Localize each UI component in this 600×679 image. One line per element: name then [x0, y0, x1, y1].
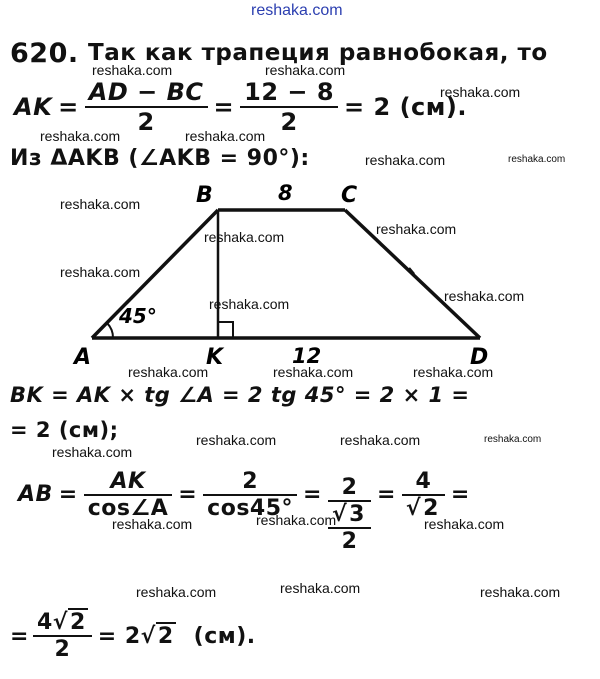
label-d: D — [470, 345, 489, 370]
watermark-20: reshaka.com — [52, 444, 133, 460]
watermark-2: reshaka.com — [265, 62, 346, 78]
watermark-19: reshaka.com — [484, 434, 542, 445]
watermark-25: reshaka.com — [280, 580, 361, 596]
ak-frac2-den: 2 — [280, 108, 298, 136]
watermark-9: reshaka.com — [376, 221, 457, 237]
line1-text: Так как трапеция равнобокая, то — [88, 40, 548, 66]
ab-frac3-rad: 3 — [349, 502, 365, 527]
ab-frac4-rad: 2 — [423, 495, 439, 521]
ab-frac3: 2 √3 2 — [328, 475, 371, 554]
watermark-top: reshaka.com — [251, 2, 343, 19]
ak-frac1-num: AD − BC — [85, 78, 208, 108]
ab-frac3-den-bottom: 2 — [341, 529, 358, 554]
final-unit: (см). — [193, 623, 256, 649]
label-bottom-base: 12 — [292, 344, 322, 368]
final-result-coef: = 2 — [97, 623, 141, 649]
ak-result: = 2 (см). — [344, 93, 467, 121]
bk-line1: BK = AK × tg ∠A = 2 tg 45° = 2 × 1 = — [10, 383, 470, 407]
right-angle-mark — [218, 322, 233, 338]
watermark-14: reshaka.com — [128, 364, 209, 380]
watermark-4: reshaka.com — [40, 128, 121, 144]
ab-formula: AB = $\frac{AK}{\cos\angle A}$ = $\frac{2}{\cos 45^\circ}$ = 2 √3 2 = $\frac{4}{√2}$ = — [18, 468, 470, 554]
final-result-rad: 2 — [157, 623, 174, 649]
watermark-13: reshaka.com — [209, 296, 290, 312]
watermark-23: reshaka.com — [424, 516, 505, 532]
ak-formula: AK = $\frac{AD - BC}{2}$ = $\frac{12 - 8}{2}$ = 2 (см). — [14, 78, 467, 136]
watermark-1: reshaka.com — [92, 62, 173, 78]
watermark-7: reshaka.com — [508, 154, 566, 165]
ab-frac2-den: cos45° — [207, 495, 294, 521]
ab-frac2-num: 2 — [203, 469, 297, 496]
final-frac: $\frac{4√2}{2}$ — [33, 610, 92, 662]
watermark-6: reshaka.com — [365, 152, 446, 168]
watermark-17: reshaka.com — [196, 432, 277, 448]
watermark-8: reshaka.com — [60, 196, 141, 212]
watermark-26: reshaka.com — [480, 584, 561, 600]
final-num-coef: 4 — [36, 610, 53, 635]
label-a: A — [74, 345, 92, 370]
watermark-24: reshaka.com — [136, 584, 217, 600]
ab-frac1-num: AK — [84, 469, 173, 496]
ab-frac4: $\frac{4}{√2}$ — [402, 469, 445, 521]
ak-frac1-den: 2 — [137, 108, 155, 136]
label-top-base: 8 — [278, 181, 293, 205]
watermark-10: reshaka.com — [204, 229, 285, 245]
watermark-12: reshaka.com — [444, 288, 525, 304]
watermark-18: reshaka.com — [340, 432, 421, 448]
ab-frac1-den: cos∠A — [87, 495, 169, 521]
line3-text: Из ΔAKB (∠AKB = 90°): — [10, 146, 310, 171]
watermark-3: reshaka.com — [440, 84, 521, 100]
ak-lhs: AK — [14, 93, 53, 121]
ab-frac1 — [84, 469, 173, 521]
watermark-11: reshaka.com — [60, 264, 141, 280]
watermark-15: reshaka.com — [273, 364, 354, 380]
label-angle: 45° — [119, 304, 157, 328]
final-num-rad: 2 — [69, 610, 86, 635]
final-den: 2 — [54, 637, 71, 662]
problem-number: 620. — [10, 38, 79, 69]
watermark-22: reshaka.com — [112, 516, 193, 532]
ak-frac2-num: 12 − 8 — [240, 78, 338, 108]
label-c: C — [341, 183, 358, 208]
ab-lhs: AB — [18, 482, 53, 507]
label-k: K — [206, 345, 224, 370]
watermark-16: reshaka.com — [413, 364, 494, 380]
angle-arc — [107, 323, 113, 338]
watermark-5: reshaka.com — [185, 128, 266, 144]
ak-eq: = — [58, 93, 79, 121]
watermark-21: reshaka.com — [256, 512, 337, 528]
bk-line2: = 2 (см); — [10, 418, 119, 442]
ab-frac4-num: 4 — [402, 469, 445, 496]
label-b: B — [196, 183, 213, 208]
final-formula: = $\frac{4√2}{2}$ = 2 √2 (см). — [10, 610, 256, 662]
ab-frac3-num: 2 — [328, 475, 371, 502]
